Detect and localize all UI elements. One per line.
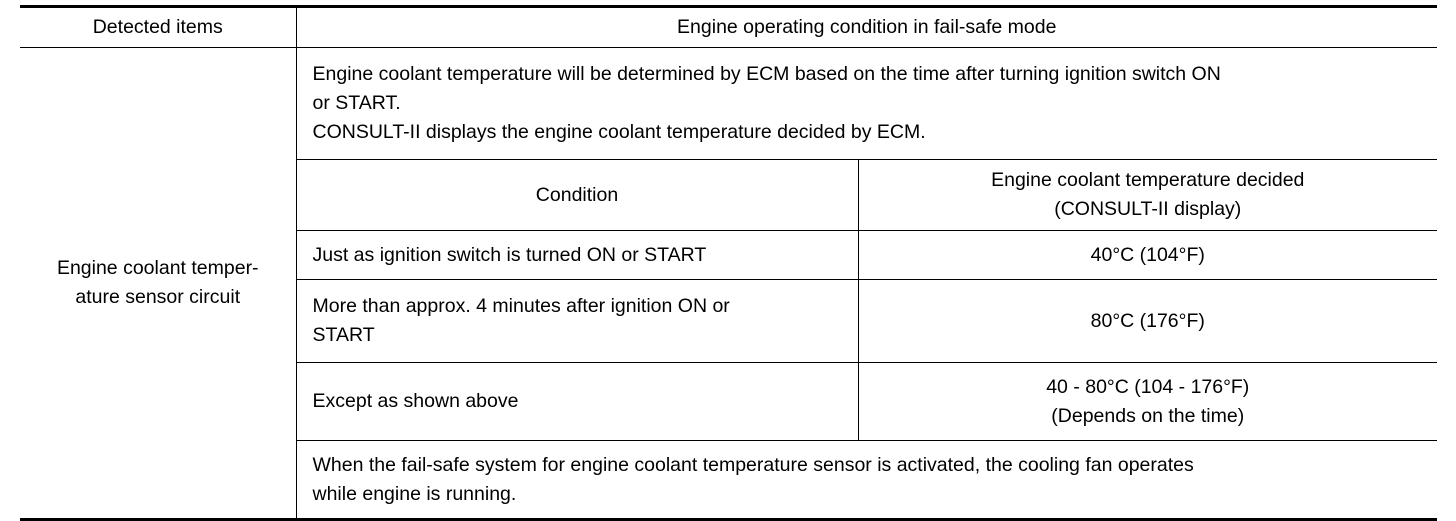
footer-line: When the fail-safe system for engine coolant temperature sensor is activated, the cooling fan operates <box>312 453 1194 476</box>
header-detected-items: Detected items <box>20 7 296 48</box>
condition-line: Except as shown above <box>312 390 519 412</box>
intro-line: or START. <box>312 92 401 114</box>
sub-header-condition: Condition <box>296 160 858 231</box>
detected-item-line: Engine coolant temper- <box>56 257 259 279</box>
fail-safe-table <box>20 5 1437 521</box>
sub-header-temperature-line: Engine coolant temperature decided <box>991 169 1305 191</box>
temperature-line: 80°C (176°F) <box>1090 309 1205 332</box>
footer-text-cell <box>296 441 1437 520</box>
footer-line: while engine is running. <box>312 482 517 505</box>
sub-header-temperature-line: (CONSULT-II display) <box>1054 198 1242 220</box>
condition-cell <box>296 280 858 363</box>
condition-line: START <box>312 324 375 346</box>
temperature-cell <box>858 363 1437 441</box>
condition-cell <box>296 363 858 441</box>
intro-line: Engine coolant temperature will be determined by ECM based on the time after turning ignition switch ON <box>312 63 1221 85</box>
condition-line: More than approx. 4 minutes after ignition ON or <box>312 295 730 317</box>
detected-item-line: ature sensor circuit <box>75 286 241 308</box>
temperature-line: (Depends on the time) <box>1051 404 1245 427</box>
temperature-line: 40 - 80°C (104 - 176°F) <box>1046 375 1250 398</box>
temperature-cell <box>858 231 1437 280</box>
intro-row <box>20 48 1437 160</box>
header-operating-condition: Engine operating condition in fail-safe mode <box>296 7 1437 48</box>
temperature-cell <box>858 280 1437 363</box>
temperature-line: 40°C (104°F) <box>1090 243 1205 266</box>
intro-text-cell <box>296 48 1437 160</box>
fail-safe-table-container <box>20 5 1437 521</box>
detected-item-cell <box>20 48 296 520</box>
table-header-row <box>20 7 1437 48</box>
condition-cell <box>296 231 858 280</box>
sub-header-temperature <box>858 160 1437 231</box>
condition-line: Just as ignition switch is turned ON or START <box>312 243 707 266</box>
intro-line: CONSULT-II displays the engine coolant temperature decided by ECM. <box>312 121 926 143</box>
